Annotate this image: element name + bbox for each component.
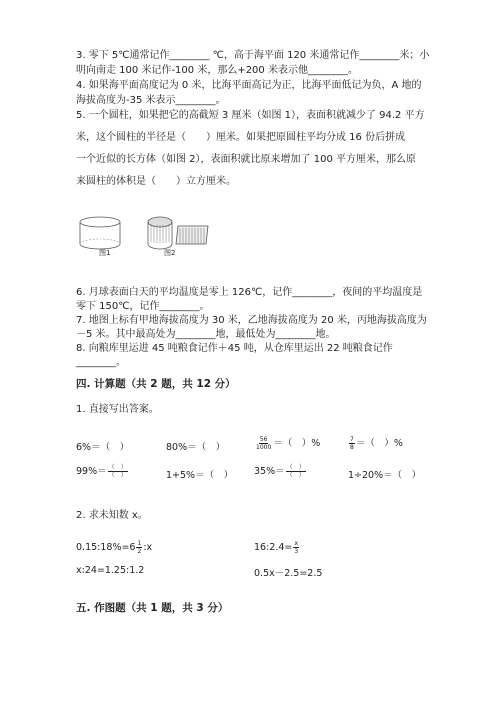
- q5-line4: 来圆柱的体积是（ ）立方厘米。: [76, 176, 236, 187]
- q3-line2: 明向南走 100 米记作-100 米，那么+200 米表示他________。: [76, 65, 358, 76]
- q5-line3: 一个近似的长方体（如图 2），表面积就比原来增加了 100 平方厘米，那么原: [76, 154, 416, 165]
- section5-heading: 五. 作图题（共 1 题，共 3 分）: [76, 602, 229, 614]
- solve-e3: x:24=1.25:1.2: [76, 565, 145, 576]
- q7-line1: 7. 地图上标有甲地海拔高度为 30 米，乙地海拔高度为 20 米，丙地海拔高度为: [76, 315, 427, 326]
- q4-line1: 4. 如果海平面高度记为 0 米，比海平面高记为正，比海平面低记为负，A 地的: [76, 80, 422, 91]
- calc-r2c2: 1+5%＝（ ）: [166, 470, 234, 481]
- calc-r2c3: 35%＝ $\frac{( )}{( )}$: [254, 464, 305, 479]
- q8-line2: ________。: [76, 357, 126, 368]
- calc-r1c2: 80%＝（ ）: [166, 442, 226, 453]
- q8-line1: 8. 向粮库里运进 45 吨粮食记作＋45 吨，从仓库里运出 22 吨粮食记作: [76, 343, 393, 354]
- fig2-caption: 图2: [164, 249, 176, 257]
- cylinder-figure-1: [80, 217, 120, 249]
- cylinder-figure-2: [148, 217, 208, 249]
- q5-line1: 5. 一个圆柱，如果把它的高截短 3 厘米（如图 1），表面积就减少了 94.2 平方: [76, 110, 425, 121]
- section4-sub1: 1. 直接写出答案。: [76, 404, 159, 415]
- q6-line2: 零下 150℃，记作________。: [76, 301, 210, 312]
- solve-e2: 16:2.4= $\frac{x}{3}$: [254, 540, 299, 555]
- solve-e1: 0.15:18%=6 $\frac{1}{2}$ :x: [76, 540, 153, 555]
- calc-r1c4: $\frac{7}{8}$ ＝（ ）%: [350, 436, 403, 451]
- q5-figures: [76, 212, 216, 260]
- calc-r1c1: 6%＝（ ）: [76, 442, 130, 453]
- q6-line1: 6. 月球表面白天的平均温度是零上 126℃，记作________，夜间的平均温度是: [76, 287, 423, 298]
- section4-sub2: 2. 求未知数 x。: [76, 510, 148, 521]
- calc-r2c1: 99%＝ $\frac{( )}{( )}$: [76, 464, 127, 479]
- solve-e4: 0.5x－2.5=2.5: [254, 568, 323, 579]
- q3-line1: 3. 零下 5℃通常记作________ ℃，高于海平面 120 米通常记作________米；小: [76, 50, 430, 61]
- q7-line2: －5 米。其中最高处为________地，最低处为________地。: [76, 329, 336, 340]
- q4-line2: 海拔高度为-35 米表示________。: [76, 95, 226, 106]
- section4-heading: 四. 计算题（共 2 题，共 12 分）: [76, 378, 236, 390]
- calc-r1c3: $\frac{56}{1000}$ ＝（ ）%: [256, 436, 321, 451]
- fig1-caption: 图1: [99, 249, 111, 257]
- calc-r2c4: 1÷20%＝（ ）: [348, 470, 422, 481]
- q5-line2: 米，这个圆柱的半径是（ ）厘米。如果把原圆柱平均分成 16 份后拼成: [76, 132, 406, 143]
